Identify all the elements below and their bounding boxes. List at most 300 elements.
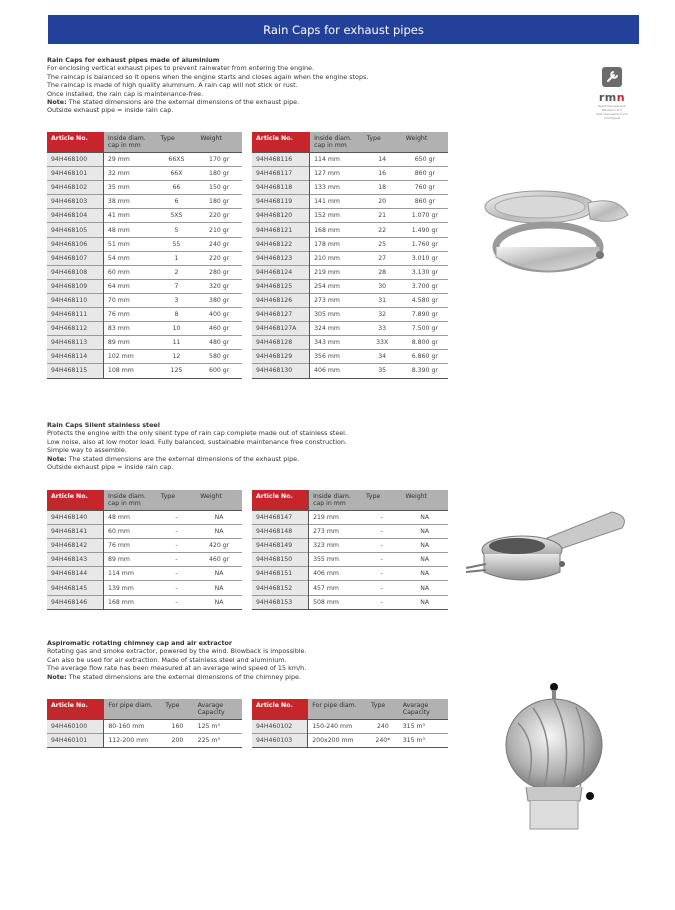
table-row (252, 209, 448, 223)
table-cell: 7.890 gr (402, 308, 448, 322)
table-cell: 168 mm (310, 223, 362, 237)
table-row (47, 293, 242, 307)
article-number-cell: 94H468153 (252, 595, 308, 609)
article-number-cell: 94H468103 (47, 195, 103, 209)
column-header: Article No. (47, 132, 103, 153)
rmn-logo (592, 66, 632, 120)
column-header: Article No. (47, 490, 103, 511)
article-number-cell: 94H468149 (252, 539, 308, 553)
table-cell: 400 gr (196, 308, 242, 322)
table-cell: NA (401, 567, 448, 581)
article-number-cell: 94H468140 (47, 511, 103, 525)
column-header: Article No. (47, 699, 103, 720)
intro-line: The raincap is made of high quality aluminum. A rain cap will not stick or rust. (47, 81, 298, 90)
table-cell: 89 mm (104, 336, 157, 350)
table-cell: 7.500 gr (402, 322, 448, 336)
article-number-cell: 94H460100 (47, 720, 103, 734)
table-cell: 33X (363, 336, 402, 350)
column-header: Inside diam. cap in mm (309, 490, 362, 511)
intro-line: Outside exhaust pipe = inside rain cap. (47, 463, 174, 472)
table-row (252, 511, 448, 525)
logo-tagline-1: Rapid Management Petroleum B.V. (598, 104, 626, 112)
column-header: Inside diam. cap in mm (310, 132, 362, 153)
article-number-cell: 94H468148 (252, 525, 308, 539)
table-cell: 406 mm (309, 567, 362, 581)
column-header: Inside diam. cap in mm (104, 132, 157, 153)
table-row (252, 293, 448, 307)
article-number-cell: 94H468151 (252, 567, 308, 581)
table-cell: 1.490 gr (402, 223, 448, 237)
article-number-cell: 94H468108 (47, 265, 103, 279)
table-cell: 114 mm (104, 567, 157, 581)
table-cell: 860 gr (402, 195, 448, 209)
table-cell: 508 mm (309, 595, 362, 609)
table-cell: 114 mm (310, 153, 362, 167)
table-row (252, 237, 448, 251)
table-cell: - (362, 553, 401, 567)
table-cell: 650 gr (402, 153, 448, 167)
table-cell: 210 gr (196, 223, 242, 237)
table-row (47, 720, 242, 734)
article-number-cell: 94H468117 (252, 167, 309, 181)
article-number-cell: 94H468143 (47, 553, 103, 567)
table-cell: NA (401, 595, 448, 609)
column-header: Type (363, 132, 402, 153)
table-row (47, 350, 242, 364)
table-cell: 12 (157, 350, 197, 364)
table-cell: 22 (363, 223, 402, 237)
section-aspiromatic-intro (47, 639, 427, 681)
table-row (252, 181, 448, 195)
article-number-cell: 94H468116 (252, 153, 309, 167)
column-header: For pipe diam. (104, 699, 161, 720)
table-cell: 8 (157, 308, 197, 322)
article-number-cell: 94H468102 (47, 181, 103, 195)
table-row (47, 364, 242, 378)
table-cell: 343 mm (310, 336, 362, 350)
table-row (252, 279, 448, 293)
table-cell: 315 m³ (399, 734, 448, 748)
table-row (252, 595, 448, 609)
table-cell: 406 mm (310, 364, 362, 378)
intro-line: Outside exhaust pipe = inside rain cap. (47, 106, 174, 115)
column-header: For pipe diam. (308, 699, 367, 720)
article-number-cell: 94H468123 (252, 251, 309, 265)
table-cell: 320 gr (196, 279, 242, 293)
column-header: Weight (196, 132, 242, 153)
column-header: Inside diam. cap in mm (104, 490, 157, 511)
table-cell: 139 mm (104, 581, 157, 595)
table-cell: 150-240 mm (308, 720, 367, 734)
table-cell: 420 gr (196, 539, 242, 553)
table-row (252, 223, 448, 237)
table-cell: 315 m³ (399, 720, 448, 734)
table-cell: 8.800 gr (402, 336, 448, 350)
table-cell: 48 mm (104, 223, 157, 237)
table-header-row (252, 132, 448, 153)
table-cell: 125 (157, 364, 197, 378)
section-aluminium-intro (47, 56, 427, 115)
table-cell: 20 (363, 195, 402, 209)
article-number-cell: 94H468128 (252, 336, 309, 350)
table-row (47, 595, 242, 609)
article-number-cell: 94H468126 (252, 293, 309, 307)
table-cell: 28 (363, 265, 402, 279)
column-header: Type (157, 132, 197, 153)
column-header: Weight (196, 490, 242, 511)
table-cell: 460 gr (196, 553, 242, 567)
table-cell: 55 (157, 237, 197, 251)
table-row (47, 553, 242, 567)
table-row (47, 525, 242, 539)
article-number-cell: 94H468109 (47, 279, 103, 293)
table-cell: 600 gr (196, 364, 242, 378)
table-cell: 1 (157, 251, 197, 265)
table-cell: 170 gr (196, 153, 242, 167)
table-cell: 280 gr (196, 265, 242, 279)
table-cell: 35 mm (104, 181, 157, 195)
table-cell: 152 mm (310, 209, 362, 223)
table-cell: 6 (157, 195, 197, 209)
table-cell: 32 (363, 308, 402, 322)
table-row (47, 567, 242, 581)
table-header-row (47, 132, 242, 153)
table-row (47, 251, 242, 265)
article-number-cell: 94H468152 (252, 581, 308, 595)
article-number-cell: 94H468107 (47, 251, 103, 265)
table-cell: 112-200 mm (104, 734, 161, 748)
table-cell: 3.010 gr (402, 251, 448, 265)
table-cell: 355 mm (309, 553, 362, 567)
note-line: Note: The stated dimensions are the external dimensions of the exhaust pipe. (47, 98, 300, 107)
aluminium-table-left (47, 132, 242, 379)
table-cell: - (362, 567, 401, 581)
table-cell: - (157, 511, 196, 525)
table-cell: 200x200 mm (308, 734, 367, 748)
table-header-row (252, 490, 448, 511)
column-header: Article No. (252, 132, 309, 153)
table-cell: 8.390 gr (402, 364, 448, 378)
intro-line: The average flow rate has been measured at an average wind speed of 15 km/h. (47, 664, 307, 673)
table-row (252, 195, 448, 209)
table-cell: - (362, 595, 401, 609)
table-cell: 10 (157, 322, 197, 336)
table-cell: 220 gr (196, 251, 242, 265)
intro-line: Simple way to assemble. (47, 446, 127, 455)
table-cell: 89 mm (104, 553, 157, 567)
table-row (47, 209, 242, 223)
table-cell: 76 mm (104, 539, 157, 553)
table-cell: 200 (161, 734, 193, 748)
table-cell: 127 mm (310, 167, 362, 181)
table-cell: 3 (157, 293, 197, 307)
intro-line: Can also be used for air extraction. Made of stainless steel and aluminium. (47, 655, 287, 664)
table-row (252, 720, 448, 734)
article-number-cell: 94H468146 (47, 595, 103, 609)
table-cell: 240 (367, 720, 399, 734)
table-cell: 48 mm (104, 511, 157, 525)
table-cell: 51 mm (104, 237, 157, 251)
table-cell: - (157, 539, 196, 553)
column-header: Avarage Capacity (194, 699, 242, 720)
table-cell: 38 mm (104, 195, 157, 209)
table-cell: 54 mm (104, 251, 157, 265)
table-row (252, 364, 448, 378)
table-cell: 27 (363, 251, 402, 265)
table-cell: - (157, 525, 196, 539)
table-cell: NA (401, 525, 448, 539)
article-number-cell: 94H468145 (47, 581, 103, 595)
table-cell: 160 (161, 720, 193, 734)
table-cell: 580 gr (196, 350, 242, 364)
table-header-row (47, 699, 242, 720)
article-number-cell: 94H460101 (47, 734, 103, 748)
table-cell: - (362, 581, 401, 595)
aspiromatic-table-left (47, 699, 242, 748)
table-row (252, 336, 448, 350)
table-cell: 35 (363, 364, 402, 378)
table-row (47, 336, 242, 350)
silent-rain-cap-photo (462, 510, 637, 590)
table-row (252, 322, 448, 336)
table-cell: 219 mm (309, 511, 362, 525)
table-cell: 32 mm (104, 167, 157, 181)
table-row (47, 181, 242, 195)
table-cell: 41 mm (104, 209, 157, 223)
table-cell: 380 gr (196, 293, 242, 307)
table-cell: 64 mm (104, 279, 157, 293)
note-line: Note: The stated dimensions are the external dimensions of the exhaust pipe. (47, 454, 300, 463)
table-cell: 141 mm (310, 195, 362, 209)
table-cell: 457 mm (309, 581, 362, 595)
table-cell: 1.760 gr (402, 237, 448, 251)
table-cell: 180 gr (196, 195, 242, 209)
table-cell: - (362, 525, 401, 539)
article-number-cell: 94H468106 (47, 237, 103, 251)
article-number-cell: 94H468147 (252, 511, 308, 525)
column-header: Article No. (252, 699, 307, 720)
intro-line: For enclosing vertical exhaust pipes to prevent rainwater from entering the engine. (47, 64, 315, 73)
table-cell: - (157, 553, 196, 567)
table-row (252, 265, 448, 279)
table-cell: 460 gr (196, 322, 242, 336)
table-cell: NA (401, 539, 448, 553)
table-cell: 25 (363, 237, 402, 251)
table-cell: 60 mm (104, 265, 157, 279)
table-cell: 240 gr (196, 237, 242, 251)
section-stainless-intro (47, 421, 427, 471)
table-row (252, 734, 448, 748)
intro-line: The raincap is balanced so it opens when the engine starts and closes again when the engine stops. (47, 72, 369, 81)
table-cell: NA (196, 567, 242, 581)
table-cell: 180 gr (196, 167, 242, 181)
page-title-banner (48, 15, 639, 44)
article-number-cell: 94H468122 (252, 237, 309, 251)
table-cell: 240* (367, 734, 399, 748)
article-number-cell: 94H460103 (252, 734, 307, 748)
stainless-table-left (47, 490, 242, 610)
table-cell: 178 mm (310, 237, 362, 251)
article-number-cell: 94H468120 (252, 209, 309, 223)
table-cell: - (157, 567, 196, 581)
table-row (252, 553, 448, 567)
table-row (47, 308, 242, 322)
table-cell: 273 mm (310, 293, 362, 307)
table-cell: NA (401, 581, 448, 595)
article-number-cell: 94H468101 (47, 167, 103, 181)
table-cell: 30 (363, 279, 402, 293)
note-line: Note: The stated dimensions are the external dimensions of the chimney pipe. (47, 672, 301, 681)
table-cell: 16 (363, 167, 402, 181)
aluminium-rain-cap-photo (478, 185, 638, 285)
column-header: Article No. (252, 490, 308, 511)
table-cell: 6.860 gr (402, 350, 448, 364)
table-row (47, 237, 242, 251)
table-cell: 34 (363, 350, 402, 364)
table-cell: 1.070 gr (402, 209, 448, 223)
page-title: Rain Caps for exhaust pipes (263, 22, 424, 37)
table-cell: NA (401, 511, 448, 525)
table-cell: 31 (363, 293, 402, 307)
table-row (252, 153, 448, 167)
table-cell: NA (196, 511, 242, 525)
table-cell: 760 gr (402, 181, 448, 195)
section-title: Rain Caps for exhaust pipes made of aluminium (47, 56, 220, 64)
table-cell: 254 mm (310, 279, 362, 293)
table-row (252, 350, 448, 364)
article-number-cell: 94H468113 (47, 336, 103, 350)
article-number-cell: 94H468100 (47, 153, 103, 167)
table-cell: 480 gr (196, 336, 242, 350)
article-number-cell: 94H468121 (252, 223, 309, 237)
table-cell: 60 mm (104, 525, 157, 539)
table-cell: 66XS (157, 153, 197, 167)
table-cell: 14 (363, 153, 402, 167)
section-title: Rain Caps Silent stainless steel (47, 421, 160, 429)
table-cell: NA (196, 525, 242, 539)
article-number-cell: 94H468141 (47, 525, 103, 539)
table-row (252, 308, 448, 322)
table-cell: 66X (157, 167, 197, 181)
intro-line: Protects the engine with the only silent type of rain cap complete made out of stainless steel. (47, 429, 347, 438)
article-number-cell: 94H468104 (47, 209, 103, 223)
table-cell: 860 gr (402, 167, 448, 181)
table-cell: 4.580 gr (402, 293, 448, 307)
column-header: Type (157, 490, 196, 511)
aspiromatic-table-right (252, 699, 448, 748)
table-row (47, 195, 242, 209)
stainless-table-right (252, 490, 448, 610)
logo-wordmark: rmn (598, 91, 626, 104)
table-cell: 219 mm (310, 265, 362, 279)
article-number-cell: 94H468119 (252, 195, 309, 209)
table-cell: - (157, 595, 196, 609)
article-number-cell: 94H468114 (47, 350, 103, 364)
table-cell: 133 mm (310, 181, 362, 195)
column-header: Type (367, 699, 399, 720)
table-cell: 80-160 mm (104, 720, 161, 734)
intro-line: Low noise, also at low motor load. Fully balanced, sustainable maintenance free construction. (47, 437, 347, 446)
table-cell: 3.700 gr (402, 279, 448, 293)
table-cell: - (362, 539, 401, 553)
article-number-cell: 94H468111 (47, 308, 103, 322)
intro-line: Rotating gas and smoke extractor, powered by the wind. Blowback is impossible. (47, 647, 307, 656)
column-header: Type (362, 490, 401, 511)
aluminium-table-right (252, 132, 448, 379)
table-row (47, 279, 242, 293)
aspiromatic-chimney-cap-photo (498, 683, 608, 833)
table-cell: 273 mm (309, 525, 362, 539)
table-cell: 323 mm (309, 539, 362, 553)
table-cell: 18 (363, 181, 402, 195)
table-row (252, 251, 448, 265)
table-cell: 21 (363, 209, 402, 223)
article-number-cell: 94H468110 (47, 293, 103, 307)
section-title: Aspiromatic rotating chimney cap and air extractor (47, 639, 233, 647)
logo-tagline-2: Vast management van Vrachtgoed (596, 112, 628, 120)
column-header: Avarage Capacity (399, 699, 448, 720)
table-row (47, 322, 242, 336)
table-header-row (252, 699, 448, 720)
table-row (252, 525, 448, 539)
table-row (47, 734, 242, 748)
table-cell: 76 mm (104, 308, 157, 322)
table-row (252, 167, 448, 181)
article-number-cell: 94H468118 (252, 181, 309, 195)
table-row (47, 581, 242, 595)
column-header: Type (161, 699, 193, 720)
table-cell: 324 mm (310, 322, 362, 336)
intro-line: Once installed, the rain cap is maintenance-free. (47, 89, 204, 98)
table-cell: 102 mm (104, 350, 157, 364)
table-row (47, 167, 242, 181)
table-row (252, 581, 448, 595)
table-row (47, 153, 242, 167)
article-number-cell: 94H468130 (252, 364, 309, 378)
table-cell: 150 gr (196, 181, 242, 195)
table-cell: 70 mm (104, 293, 157, 307)
table-cell: 66 (157, 181, 197, 195)
table-cell: NA (196, 595, 242, 609)
column-header: Weight (401, 490, 448, 511)
table-row (47, 223, 242, 237)
table-cell: 83 mm (104, 322, 157, 336)
article-number-cell: 94H468129 (252, 350, 309, 364)
table-cell: - (157, 581, 196, 595)
table-cell: 5XS (157, 209, 197, 223)
table-row (252, 567, 448, 581)
table-row (252, 539, 448, 553)
table-cell: 108 mm (104, 364, 157, 378)
table-cell: - (362, 511, 401, 525)
article-number-cell: 94H468142 (47, 539, 103, 553)
wrench-logo-icon (601, 66, 623, 88)
table-row (47, 539, 242, 553)
article-number-cell: 94H468127A (252, 322, 309, 336)
table-cell: 210 mm (310, 251, 362, 265)
table-cell: 7 (157, 279, 197, 293)
article-number-cell: 94H468125 (252, 279, 309, 293)
table-cell: 2 (157, 265, 197, 279)
table-cell: 29 mm (104, 153, 157, 167)
article-number-cell: 94H460102 (252, 720, 307, 734)
article-number-cell: 94H468127 (252, 308, 309, 322)
article-number-cell: 94H468112 (47, 322, 103, 336)
table-cell: 356 mm (310, 350, 362, 364)
article-number-cell: 94H468105 (47, 223, 103, 237)
table-cell: 11 (157, 336, 197, 350)
column-header: Weight (402, 132, 448, 153)
